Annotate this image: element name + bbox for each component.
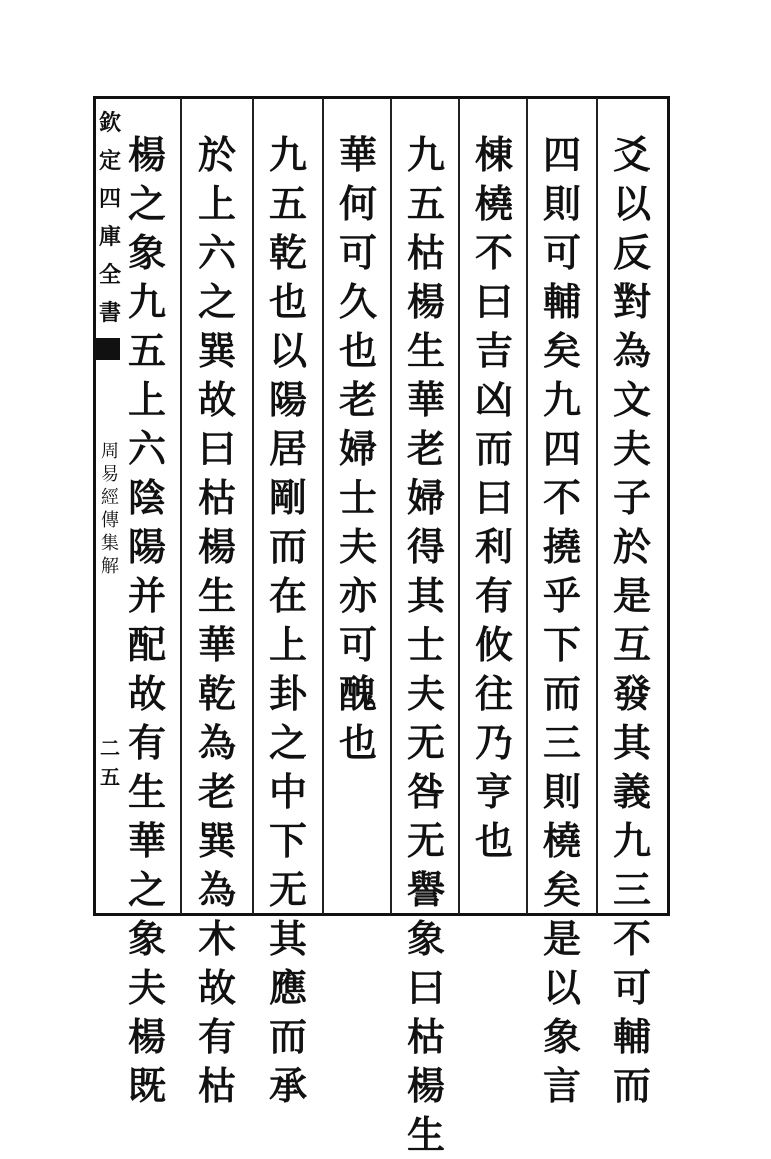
character: 可 (338, 230, 377, 275)
character: 之 (268, 720, 307, 765)
character: 剛 (268, 475, 307, 520)
character: 傳 (101, 510, 119, 531)
character: 生 (127, 769, 166, 814)
character: 有 (127, 720, 166, 765)
character: 也 (474, 818, 513, 863)
character: 也 (338, 720, 377, 765)
character: 枯 (197, 1063, 236, 1108)
character: 橈 (474, 181, 513, 226)
character: 其 (268, 916, 307, 961)
character: 為 (612, 328, 651, 373)
text-column-8 (118, 130, 176, 1108)
character: 可 (542, 230, 581, 275)
character: 其 (612, 720, 651, 765)
character: 矣 (542, 328, 581, 373)
character: 反 (612, 230, 651, 275)
character: 四 (98, 186, 121, 212)
character: 也 (338, 328, 377, 373)
character: 集 (101, 533, 119, 554)
character: 撓 (542, 524, 581, 569)
character: 五 (127, 328, 166, 373)
column-rule (458, 98, 460, 914)
character: 象 (127, 230, 166, 275)
character: 而 (268, 524, 307, 569)
character: 周 (101, 441, 119, 462)
character: 凶 (474, 377, 513, 422)
character: 可 (338, 622, 377, 667)
character: 庫 (98, 224, 121, 250)
character: 解 (101, 556, 119, 577)
character: 六 (197, 230, 236, 275)
character: 以 (612, 181, 651, 226)
character: 巽 (197, 818, 236, 863)
character: 老 (406, 426, 445, 471)
character: 楊 (127, 1014, 166, 1059)
character: 易 (101, 464, 119, 485)
character: 下 (542, 622, 581, 667)
character: 夫 (338, 524, 377, 569)
text-column-2 (533, 130, 591, 1108)
character: 咎 (406, 769, 445, 814)
character: 上 (197, 181, 236, 226)
character: 可 (612, 965, 651, 1010)
character: 夫 (406, 671, 445, 716)
character: 陽 (127, 524, 166, 569)
column-rule (596, 98, 598, 914)
character: 陰 (127, 475, 166, 520)
character: 於 (612, 524, 651, 569)
character: 經 (101, 487, 119, 508)
character: 既 (127, 1063, 166, 1108)
character: 則 (542, 181, 581, 226)
character: 之 (127, 181, 166, 226)
character: 橈 (542, 818, 581, 863)
character: 有 (474, 573, 513, 618)
character: 故 (197, 965, 236, 1010)
character: 往 (474, 671, 513, 716)
character: 生 (406, 328, 445, 373)
character: 文 (612, 377, 651, 422)
column-rule (526, 98, 528, 914)
character: 乃 (474, 720, 513, 765)
column-rule (322, 98, 324, 914)
character: 无 (406, 720, 445, 765)
character: 曰 (474, 475, 513, 520)
text-column-5 (329, 130, 387, 910)
character: 木 (197, 916, 236, 961)
text-column-4 (397, 130, 455, 1157)
character: 之 (197, 279, 236, 324)
character: 故 (197, 377, 236, 422)
character: 為 (197, 720, 236, 765)
column-rule (180, 98, 182, 914)
character: 書 (98, 300, 121, 326)
character: 則 (542, 769, 581, 814)
character: 枯 (406, 1014, 445, 1059)
character: 發 (612, 671, 651, 716)
character: 乾 (268, 230, 307, 275)
character: 三 (612, 867, 651, 912)
character: 子 (612, 475, 651, 520)
character: 楊 (127, 132, 166, 177)
column-rule (252, 98, 254, 914)
character: 楊 (406, 279, 445, 324)
character: 棟 (474, 132, 513, 177)
character: 輔 (612, 1014, 651, 1059)
character: 九 (268, 132, 307, 177)
character: 矣 (542, 867, 581, 912)
character: 久 (338, 279, 377, 324)
character: 楊 (406, 1063, 445, 1108)
character: 而 (612, 1063, 651, 1108)
character: 利 (474, 524, 513, 569)
fish-tail-mark (96, 338, 120, 360)
character: 卦 (268, 671, 307, 716)
character: 士 (406, 622, 445, 667)
character: 爻 (612, 132, 651, 177)
character: 何 (338, 181, 377, 226)
character: 九 (542, 377, 581, 422)
character: 為 (197, 867, 236, 912)
character: 曰 (474, 279, 513, 324)
character: 巽 (197, 328, 236, 373)
character: 欽 (98, 110, 121, 136)
character: 於 (197, 132, 236, 177)
character: 言 (542, 1063, 581, 1108)
character: 上 (127, 377, 166, 422)
character: 華 (406, 377, 445, 422)
character: 婦 (338, 426, 377, 471)
character: 而 (268, 1014, 307, 1059)
character: 故 (127, 671, 166, 716)
character: 九 (612, 818, 651, 863)
character: 枯 (406, 230, 445, 275)
character: 九 (127, 279, 166, 324)
character: 之 (127, 867, 166, 912)
character: 士 (338, 475, 377, 520)
character: 輔 (542, 279, 581, 324)
character: 六 (127, 426, 166, 471)
character: 義 (612, 769, 651, 814)
column-rule (390, 98, 392, 914)
character: 居 (268, 426, 307, 471)
character: 是 (542, 916, 581, 961)
character: 象 (406, 916, 445, 961)
character: 而 (474, 426, 513, 471)
character: 其 (406, 573, 445, 618)
character: 象 (127, 916, 166, 961)
character: 不 (542, 475, 581, 520)
character: 配 (127, 622, 166, 667)
character: 陽 (268, 377, 307, 422)
character: 華 (127, 818, 166, 863)
character: 曰 (406, 965, 445, 1010)
text-column-7 (188, 130, 246, 1108)
character: 得 (406, 524, 445, 569)
character: 无 (268, 867, 307, 912)
character: 吉 (474, 328, 513, 373)
character: 象 (542, 1014, 581, 1059)
character: 對 (612, 279, 651, 324)
character: 互 (612, 622, 651, 667)
page-number: 二五 (100, 736, 120, 789)
character: 九 (406, 132, 445, 177)
character: 生 (197, 573, 236, 618)
character: 楊 (197, 524, 236, 569)
character: 并 (127, 573, 166, 618)
text-column-3 (465, 130, 523, 910)
character: 亦 (338, 573, 377, 618)
character: 五 (406, 181, 445, 226)
character: 承 (268, 1063, 307, 1108)
character: 華 (338, 132, 377, 177)
character: 夫 (127, 965, 166, 1010)
character: 四 (542, 426, 581, 471)
character: 四 (542, 132, 581, 177)
character: 无 (406, 818, 445, 863)
character: 五 (268, 181, 307, 226)
character: 枯 (197, 475, 236, 520)
character: 曰 (197, 426, 236, 471)
character: 乾 (197, 671, 236, 716)
character: 中 (268, 769, 307, 814)
character: 在 (268, 573, 307, 618)
character: 上 (268, 622, 307, 667)
character: 以 (542, 965, 581, 1010)
character: 老 (197, 769, 236, 814)
character: 全 (98, 262, 121, 288)
character: 以 (268, 328, 307, 373)
character: 下 (268, 818, 307, 863)
character: 夫 (612, 426, 651, 471)
character: 不 (474, 230, 513, 275)
character: 華 (197, 622, 236, 667)
character: 乎 (542, 573, 581, 618)
text-column-1 (603, 130, 661, 1108)
character: 三 (542, 720, 581, 765)
character: 也 (268, 279, 307, 324)
character: 應 (268, 965, 307, 1010)
character: 老 (338, 377, 377, 422)
character: 亨 (474, 769, 513, 814)
text-column-6 (259, 130, 317, 1108)
character: 不 (612, 916, 651, 961)
character: 婦 (406, 475, 445, 520)
character: 譽 (406, 867, 445, 912)
character: 定 (98, 148, 121, 174)
character: 攸 (474, 622, 513, 667)
character: 而 (542, 671, 581, 716)
character: 醜 (338, 671, 377, 716)
character: 有 (197, 1014, 236, 1059)
character: 生 (406, 1112, 445, 1157)
character: 是 (612, 573, 651, 618)
